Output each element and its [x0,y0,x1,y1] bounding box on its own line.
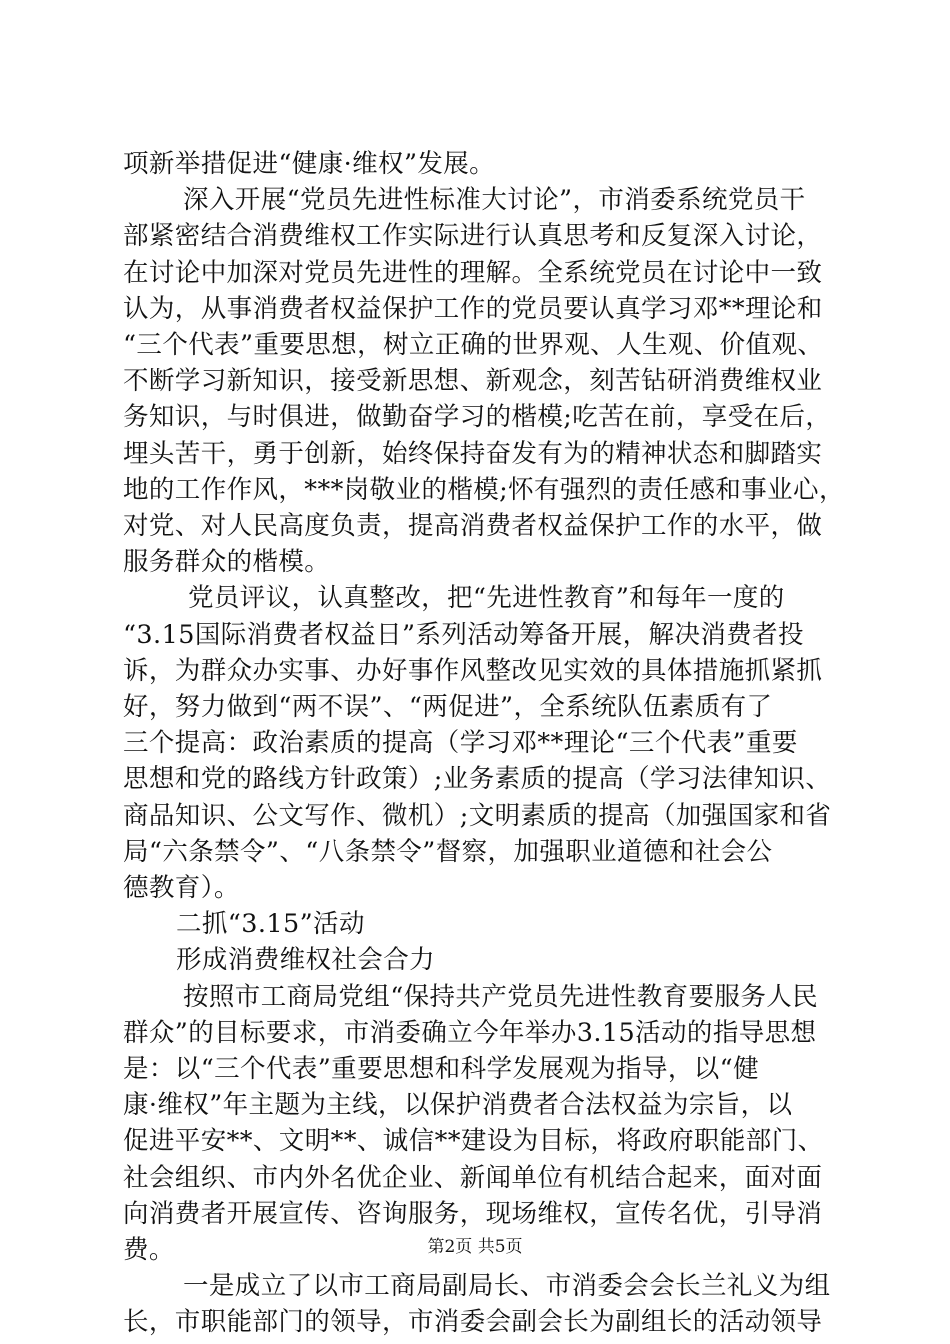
text-line: 深入开展“党员先进性标准大讨论”，市消委系统党员干 [183,185,806,216]
text-line: 部紧密结合消费维权工作实际进行认真思考和反复深入讨论， [123,221,823,252]
text-line: 项新举措促进“健康·维权”发展。 [123,149,496,179]
page-footer: 第2页 共5页 [427,1237,523,1257]
text-line: 不断学习新知识，接受新思想、新观念，刻苦钻研消费维权业 [123,366,823,397]
text-line: 务知识，与时俱进，做勤奋学习的楷模;吃苦在前，享受在后， [123,402,832,433]
text-line: 思想和党的路线方针政策）;业务素质的提高（学习法律知识、 [123,764,832,795]
text-line: 形成消费维权社会合力 [176,945,436,976]
text-line: 一是成立了以市工商局副局长、市消委会会长兰礼义为组 [183,1271,831,1302]
text-line: 地的工作作风，***岗敬业的楷模;怀有强烈的责任感和事业心， [123,474,845,505]
text-line: 社会组织、市内外名优企业、新闻单位有机结合起来，面对面 [123,1162,823,1193]
text-line: 向消费者开展宣传、咨询服务，现场维权，宣传名优，引导消 [123,1198,823,1229]
text-line: 二抓“3.15”活动 [176,909,365,940]
text-line: 费。 [123,1235,175,1265]
text-line: 康·维权”年主题为主线，以保护消费者合法权益为宗旨，以 [123,1090,793,1121]
text-line: 德教育）。 [123,873,240,903]
text-line: 好，努力做到“两不误”、“两促进”，全系统队伍素质有了 [123,692,773,722]
text-line: 诉，为群众办实事、办好事作风整改见实效的具体措施抓紧抓 [123,655,823,686]
text-line: 按照市工商局党组“保持共产党员先进性教育要服务人民 [183,981,819,1012]
text-line: 埋头苦干，勇于创新，始终保持奋发有为的精神状态和脚踏实 [123,438,823,469]
text-line: 是：以“三个代表”重要思想和科学发展观为指导，以“健 [123,1054,760,1084]
text-line: 认为，从事消费者权益保护工作的党员要认真学习邓**理论和 [123,293,823,324]
text-line: 三个提高：政治素质的提高（学习邓**理论“三个代表”重要 [123,728,798,759]
text-line: “3.15国际消费者权益日”系列活动筹备开展，解决消费者投 [123,619,804,650]
text-line: 局“六条禁令”、“八条禁令”督察，加强职业道德和社会公 [123,836,773,867]
text-line: 长，市职能部门的领导，市消委会副会长为副组长的活动领导 [123,1307,823,1338]
text-line: 商品知识、公文写作、微机）;文明素质的提高（加强国家和省 [123,800,832,831]
text-line: 促进平安**、文明**、诚信**建设为目标，将政府职能部门、 [123,1126,824,1157]
text-line: 群众”的目标要求，市消委确立今年举办3.15活动的指导思想 [123,1017,817,1048]
text-line: “三个代表”重要思想，树立正确的世界观、人生观、价值观、 [123,330,824,360]
text-line: 服务群众的楷模。 [123,547,331,578]
text-line: 在讨论中加深对党员先进性的理解。全系统党员在讨论中一致 [123,257,823,288]
text-line: 对党、对人民高度负责，提高消费者权益保护工作的水平，做 [123,511,823,541]
text-line: 党员评议，认真整改，把“先进性教育”和每年一度的 [188,583,785,614]
